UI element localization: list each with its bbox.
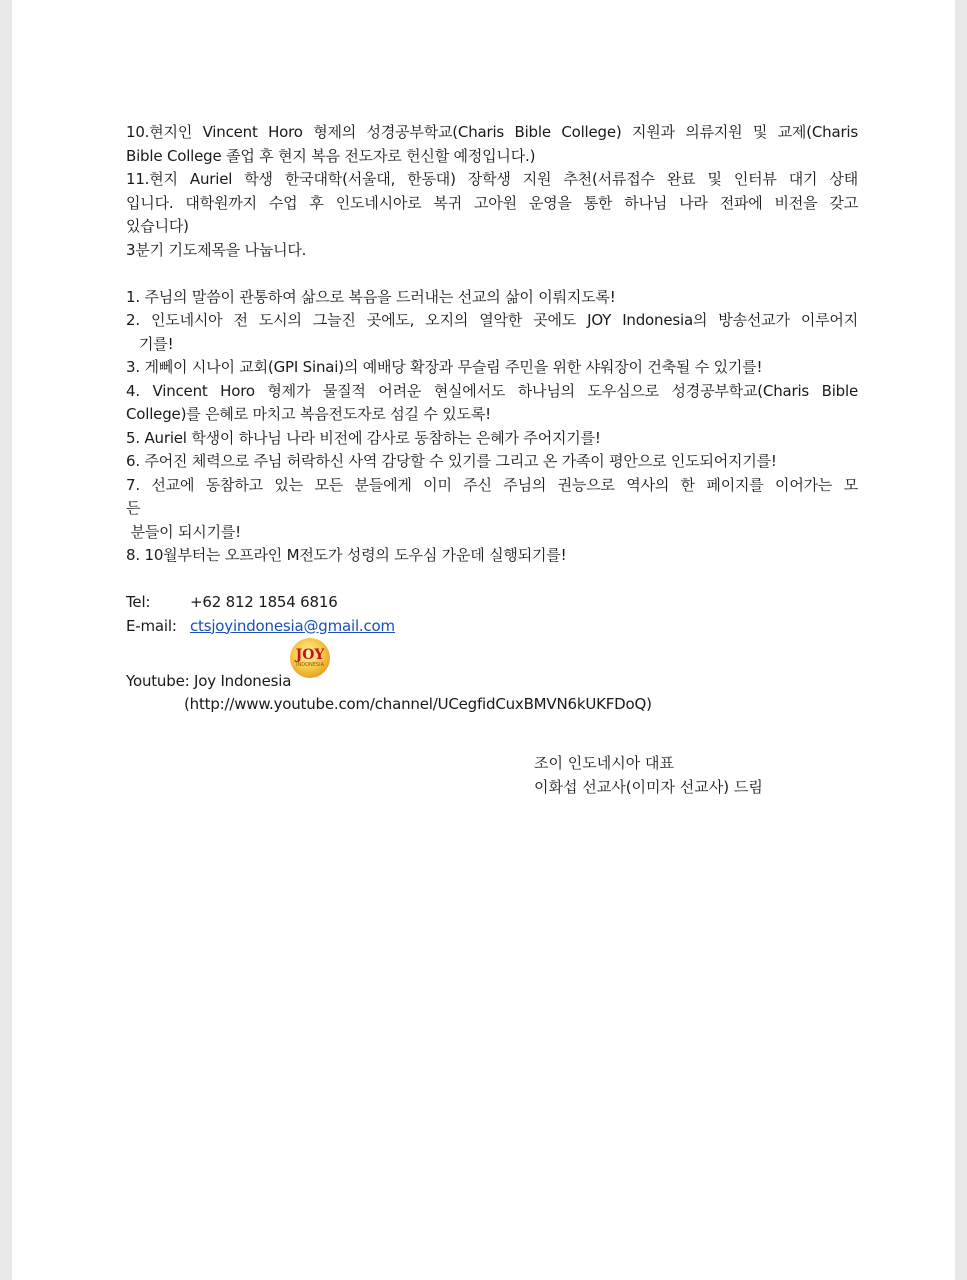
spacer bbox=[126, 262, 858, 286]
prayer-item-7-line-1: 7. 선교에 동참하고 있는 모든 분들에게 이미 주신 주님의 권능으로 역사의 한 페이지를 이어가는 모 bbox=[126, 475, 858, 494]
document-page bbox=[12, 0, 955, 1280]
signature-line-2: 이화섭 선교사(이미자 선교사) 드림 bbox=[534, 778, 763, 796]
prayer-item-3: 3. 게뻬이 시나이 교회(GPI Sinai)의 예배당 확장과 무슬림 주민을 위한 샤워장이 건축될 수 있기를! bbox=[126, 358, 763, 376]
prayer-item-5: 5. Auriel 학생이 하나님 나라 비전에 감사로 동참하는 은혜가 주어지기를! bbox=[126, 428, 601, 447]
youtube-row bbox=[126, 646, 858, 694]
prayer-item-1: 1. 주님의 말씀이 관통하여 삶으로 복음을 드러내는 선교의 삶이 이뤄지도록! bbox=[126, 287, 616, 306]
spacer bbox=[126, 638, 858, 662]
tel-row bbox=[126, 591, 858, 615]
item-11-line-2: 입니다. 대학원까지 수업 후 인도네시아로 복귀 고아원 운영을 통한 하나님 나라 전파에 비전을 갖고 bbox=[126, 193, 858, 212]
prayer-item-4-line-1: 4. Vincent Horo 형제가 물질적 어려운 현실에서도 하나님의 도우심으로 성경공부학교(Charis Bible bbox=[126, 381, 858, 400]
spacer bbox=[126, 568, 858, 592]
email-link[interactable]: ctsjoyindonesia@gmail.com bbox=[190, 616, 395, 635]
youtube-label: Youtube: Joy Indonesia bbox=[126, 671, 292, 690]
prayer-item-7-line-3: 분들이 되시기를! bbox=[126, 522, 241, 541]
prayer-item-2-line-1: 2. 인도네시아 전 도시의 그늘진 곳에도, 오지의 열악한 곳에도 JOY Indonesia의 방송선교가 이루어지 bbox=[126, 311, 858, 329]
email-row bbox=[126, 615, 858, 639]
prayer-item-2-line-2: 기를! bbox=[139, 334, 174, 353]
letter-body bbox=[126, 121, 858, 717]
item-11-line-3: 있습니다) bbox=[126, 217, 189, 235]
item-11-line-1: 11.현지 Auriel 학생 한국대학(서울대, 한동대) 장학생 지원 추천(서류접수 완료 및 인터뷰 대기 상태 bbox=[126, 170, 858, 188]
email-label: E-mail: bbox=[126, 616, 177, 635]
prayer-item-8: 8. 10월부터는 오프라인 M전도가 성령의 도우심 가운데 실행되기를! bbox=[126, 546, 567, 564]
joy-logo-icon bbox=[290, 638, 330, 678]
youtube-url[interactable]: (http://www.youtube.com/channel/UCegfidCuxBMVN6kUKFDoQ) bbox=[184, 695, 652, 713]
item-10-line-1: 10.현지인 Vincent Horo 형제의 성경공부학교(Charis Bible College) 지원과 의류지원 및 교제(Charis bbox=[126, 123, 858, 141]
prayer-item-6: 6. 주어진 체력으로 주님 허락하신 사역 감당할 수 있기를 그리고 온 가족이 평안으로 인도되어지기를! bbox=[126, 452, 777, 470]
tel-label: Tel: bbox=[126, 593, 151, 611]
prayer-heading: 3분기 기도제목을 나눕니다. bbox=[126, 240, 307, 259]
item-10-line-2: Bible College 졸업 후 현지 복음 전도자로 헌신할 예정입니다.) bbox=[126, 146, 536, 165]
signature-block bbox=[534, 751, 763, 799]
prayer-item-4-line-2: College)를 은혜로 마치고 복음전도자로 섬길 수 있도록! bbox=[126, 405, 491, 423]
prayer-item-7-line-2: 든 bbox=[126, 499, 141, 517]
logo-subtext: INDONESIA bbox=[296, 661, 324, 668]
signature-line-1: 조이 인도네시아 대표 bbox=[534, 754, 674, 772]
logo-text: JOY bbox=[295, 646, 325, 663]
tel-value: +62 812 1854 6816 bbox=[190, 593, 338, 611]
